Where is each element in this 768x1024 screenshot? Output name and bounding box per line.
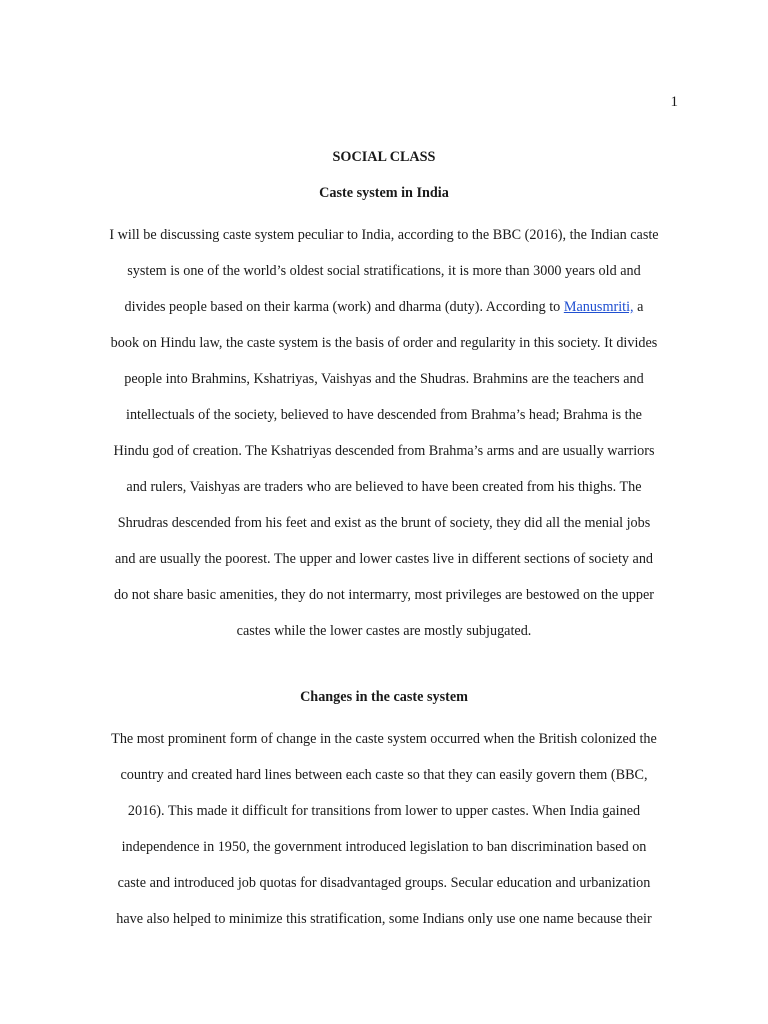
text-line: system is one of the world’s oldest social stratifications, it is more than 3000 years old and <box>127 263 641 279</box>
text-segment: a <box>633 299 644 315</box>
text-line: The most prominent form of change in the caste system occurred when the British colonized the <box>111 731 657 747</box>
text-line-with-link <box>90 289 678 325</box>
text-line: Hindu god of creation. The Kshatriyas descended from Brahma’s arms and are usually warriors <box>113 443 655 459</box>
text-line: intellectuals of the society, believed to have descended from Brahma’s head; Brahma is the <box>126 407 642 423</box>
text-line: castes while the lower castes are mostly subjugated. <box>236 623 532 639</box>
text-line: I will be discussing caste system peculiar to India, according to the BBC (2016), the Indian caste <box>109 227 659 243</box>
text-line: have also helped to minimize this stratification, some Indians only use one name because their <box>116 911 652 927</box>
text-line: caste and introduced job quotas for disadvantaged groups. Secular education and urbanization <box>117 875 651 891</box>
text-line: 2016). This made it difficult for transitions from lower to upper castes. When India gained <box>127 803 641 819</box>
page-number: 1 <box>670 94 678 110</box>
text-line: country and created hard lines between each caste so that they can easily govern them (BBC, <box>120 767 648 783</box>
section-heading-changes: Changes in the caste system <box>300 689 468 705</box>
document-title: SOCIAL CLASS <box>332 149 436 165</box>
text-segment: divides people based on their karma (work) and dharma (duty). According to <box>124 299 564 315</box>
text-line: people into Brahmins, Kshatriyas, Vaishyas and the Shudras. Brahmins are the teachers and <box>124 371 644 387</box>
text-line: do not share basic amenities, they do not intermarry, most privileges are bestowed on the upper <box>113 587 655 603</box>
text-line: and are usually the poorest. The upper and lower castes live in different sections of society and <box>114 551 654 567</box>
text-line: Shrudras descended from his feet and exist as the brunt of society, they did all the menial jobs <box>117 515 651 531</box>
section-heading-caste-system: Caste system in India <box>319 185 449 201</box>
paragraph-spacer <box>90 649 678 685</box>
text-line: book on Hindu law, the caste system is the basis of order and regularity in this society. It divides <box>110 335 658 351</box>
paragraph-changes <box>90 721 678 937</box>
text-line: independence in 1950, the government introduced legislation to ban discrimination based on <box>121 839 647 855</box>
document-body <box>90 145 678 937</box>
paragraph-caste-system <box>90 217 678 649</box>
manusmriti-link[interactable]: Manusmriti, <box>563 299 634 315</box>
text-line: and rulers, Vaishyas are traders who are believed to have been created from his thighs. The <box>126 479 642 495</box>
